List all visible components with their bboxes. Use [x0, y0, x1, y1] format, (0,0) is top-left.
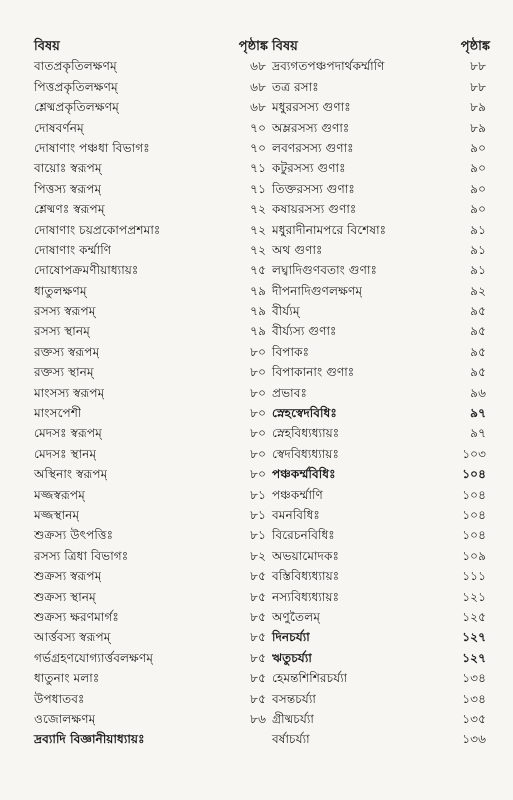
toc-entry [30, 303, 268, 323]
entry-title: স্বেদবিধ্যধ্যায়ঃ [272, 446, 339, 461]
entry-page-number: ৮০ [250, 467, 266, 482]
entry-title: মেদসঃ স্বরূপম্ [34, 426, 102, 441]
entry-title: দোষাণাং কর্ম্মাণি [34, 242, 112, 257]
entry-title: কটুরসস্য গুণাঃ [272, 161, 346, 176]
toc-column-right [268, 38, 490, 751]
toc-entry [30, 78, 268, 98]
entry-title: শুক্রস্য ক্ষরণমার্গঃ [34, 609, 119, 624]
entry-title: দোষাণাং চয়প্রকোপপ্রশমাঃ [34, 222, 161, 237]
entry-title: বসন্তচর্য্যা [272, 691, 316, 706]
entry-title: দোষাণাং পঞ্চধা বিভাগঃ [34, 140, 150, 155]
toc-entry [268, 282, 490, 302]
toc-entry [268, 527, 490, 547]
toc-entry [30, 731, 268, 751]
toc-entry [268, 58, 490, 78]
toc-entry [268, 405, 490, 425]
entry-title: রক্তস্য স্বরূপম্ [34, 344, 100, 359]
entry-title: বীর্য্যস্য গুণাঃ [272, 324, 337, 339]
entry-title: প্রভাবঃ [272, 385, 307, 400]
entry-page-number: ৮০ [250, 344, 266, 359]
entry-page-number: ৭১ [250, 161, 266, 176]
toc-entry [268, 547, 490, 567]
entry-page-number: ৯৭ [470, 426, 486, 441]
toc-entry [268, 201, 490, 221]
entry-title: তত্র রসাঃ [272, 79, 319, 94]
toc-entry [268, 180, 490, 200]
toc-entry [268, 384, 490, 404]
entry-page-number: ৯১ [470, 263, 486, 278]
entry-page-number: ৮৫ [250, 569, 266, 584]
entry-page-number: ৮১ [250, 507, 266, 522]
toc-list-right [268, 58, 490, 751]
toc-entry [30, 445, 268, 465]
entry-title: নস্যবিধ্যধ্যায়ঃ [272, 589, 340, 604]
entry-title: দ্রব্যাদি বিজ্ঞানীয়াধ্যায়ঃ [34, 732, 145, 747]
toc-entry [30, 609, 268, 629]
entry-page-number: ১০৪ [462, 507, 486, 522]
entry-page-number: ৭৯ [250, 304, 266, 319]
entry-title: মাংসপেশী [34, 406, 82, 421]
toc-entry [30, 384, 268, 404]
entry-page-number: ৭৯ [250, 283, 266, 298]
toc-entry [268, 466, 490, 486]
entry-title: রক্তস্য স্থানম্ [34, 365, 94, 380]
entry-page-number: ১২১ [462, 589, 486, 604]
page-heading: পৃষ্ঠাঙ্ক [238, 39, 268, 54]
entry-title: রসস্য স্থানম্ [34, 324, 90, 339]
entry-page-number: ৯৭ [470, 406, 486, 421]
entry-title: বিপাকানাং গুণাঃ [272, 365, 355, 380]
entry-title: পিত্তস্য স্বরূপম্ [34, 181, 102, 196]
toc-entry [30, 180, 268, 200]
entry-page-number: ৭২ [250, 222, 266, 237]
entry-title: পঞ্চকর্ম্মবিধিঃ [272, 467, 336, 482]
entry-page-number: ৮৮ [470, 79, 486, 94]
entry-page-number: ৮৫ [250, 691, 266, 706]
entry-title: মাংসস্য স্বরূপম্ [34, 385, 105, 400]
toc-entry [268, 731, 490, 751]
toc-entry [268, 364, 490, 384]
entry-page-number: ১৩৪ [462, 671, 486, 686]
entry-page-number: ১০৪ [462, 528, 486, 543]
entry-page-number: ৯১ [470, 222, 486, 237]
entry-page-number: ১৩৫ [462, 711, 486, 726]
entry-page-number: ১০৩ [462, 446, 486, 461]
toc-entry [268, 568, 490, 588]
entry-title: রসস্য ত্রিধা বিভাগঃ [34, 548, 129, 563]
toc-entry [30, 629, 268, 649]
toc-entry [268, 262, 490, 282]
toc-entry [268, 78, 490, 98]
entry-page-number: ৮০ [250, 446, 266, 461]
entry-page-number: ৮৬ [250, 711, 266, 726]
entry-page-number: ১৩৬ [462, 732, 486, 747]
toc-entry [30, 405, 268, 425]
entry-page-number: ৯১ [470, 242, 486, 257]
entry-page-number: ৮৯ [470, 100, 486, 115]
entry-page-number: ৯৬ [470, 385, 486, 400]
toc-entry [268, 425, 490, 445]
entry-title: বায়োঃ স্বরূপম্ [34, 161, 102, 176]
entry-page-number: ৮০ [250, 406, 266, 421]
entry-page-number: ৮০ [250, 426, 266, 441]
entry-title: লঘ্বাদিগুণবতাং গুণাঃ [272, 263, 378, 278]
entry-page-number: ৯৫ [470, 324, 486, 339]
entry-title: মধুররসস্য গুণাঃ [272, 100, 351, 115]
toc-entry [30, 486, 268, 506]
toc-entry [268, 99, 490, 119]
toc-entry [30, 262, 268, 282]
entry-title: হেমন্তশিশিরচর্য্যা [272, 671, 348, 686]
toc-entry [268, 486, 490, 506]
entry-title: দীপনাদিগুণলক্ষণম্ [272, 283, 363, 298]
toc-list-left [30, 58, 268, 751]
entry-title: আর্ত্তবস্য স্বরূপম্ [34, 630, 111, 645]
entry-page-number: ৬৮ [250, 79, 266, 94]
entry-page-number: ৭৫ [250, 263, 266, 278]
toc-entry [30, 323, 268, 343]
toc-entry [30, 527, 268, 547]
toc-entry [30, 99, 268, 119]
toc-entry [268, 445, 490, 465]
entry-title: ঋতুচর্য্যা [272, 650, 312, 665]
entry-page-number: ৮২ [250, 548, 266, 563]
entry-page-number: ৮৯ [470, 120, 486, 135]
toc-entry [268, 140, 490, 160]
entry-page-number: ১২৭ [462, 630, 486, 645]
entry-page-number: ৯৫ [470, 365, 486, 380]
entry-page-number: ৮১ [250, 528, 266, 543]
toc-entry [30, 588, 268, 608]
toc-entry [30, 364, 268, 384]
entry-page-number: ৭০ [250, 120, 266, 135]
entry-page-number: ১০৪ [462, 467, 486, 482]
entry-page-number: ৭২ [250, 242, 266, 257]
toc-entry [30, 711, 268, 731]
entry-title: অম্লরসস্য গুণাঃ [272, 120, 350, 135]
toc-entry [30, 568, 268, 588]
toc-entry [268, 609, 490, 629]
entry-page-number: ৯০ [470, 161, 486, 176]
toc-entry [30, 119, 268, 139]
entry-page-number: ৬৮ [250, 59, 266, 74]
toc-entry [268, 160, 490, 180]
entry-title: অথ গুণাঃ [272, 242, 323, 257]
toc-entry [268, 649, 490, 669]
entry-page-number: ৮৫ [250, 589, 266, 604]
entry-title: মধুরাদীনামপরে বিশেষাঃ [272, 222, 387, 237]
entry-title: শুক্রস্য স্বরূপম্ [34, 569, 102, 584]
entry-title: লবণরসস্য গুণাঃ [272, 140, 354, 155]
entry-title: দিনচর্য্যা [272, 630, 310, 645]
entry-page-number: ৮১ [250, 487, 266, 502]
entry-page-number: ৯৫ [470, 304, 486, 319]
entry-title: ধাতুলক্ষণম্ [34, 283, 87, 298]
toc-entry [30, 242, 268, 262]
subject-heading: বিষয় [34, 39, 60, 54]
entry-page-number: ৮০ [250, 365, 266, 380]
entry-page-number: ১২৭ [462, 650, 486, 665]
entry-title: কষায়রসস্য গুণাঃ [272, 202, 357, 217]
entry-title: অভয়ামোদকঃ [272, 548, 339, 563]
entry-title: রসস্য স্বরূপম্ [34, 304, 96, 319]
entry-title: বাতপ্রকৃতিলক্ষণম্ [34, 59, 117, 74]
entry-title: উপধাতবঃ [34, 691, 85, 706]
toc-entry [30, 547, 268, 567]
entry-page-number: ৯০ [470, 181, 486, 196]
entry-page-number: ৮৫ [250, 671, 266, 686]
column-header [268, 38, 490, 58]
entry-title: বমনবিধিঃ [272, 507, 320, 522]
toc-entry [268, 711, 490, 731]
entry-title: অস্থিনাং স্বরূপম্ [34, 467, 108, 482]
entry-title: বিপাকঃ [272, 344, 310, 359]
entry-title: ওজোলক্ষণম্ [34, 711, 96, 726]
subject-heading: বিষয় [272, 39, 298, 54]
toc-entry [30, 221, 268, 241]
entry-title: স্নেহস্বেদবিধিঃ [272, 406, 337, 421]
entry-title: মজ্জস্থানম্ [34, 507, 80, 522]
entry-title: বিরেচনবিধিঃ [272, 528, 335, 543]
entry-page-number: ১৩৪ [462, 691, 486, 706]
entry-page-number: ৭১ [250, 181, 266, 196]
entry-page-number: ৭২ [250, 202, 266, 217]
entry-page-number: ৬৮ [250, 100, 266, 115]
toc-entry [30, 140, 268, 160]
entry-page-number: ৯০ [470, 140, 486, 155]
entry-title: বীর্য্যম্ [272, 304, 300, 319]
entry-page-number: ১০৪ [462, 487, 486, 502]
toc-entry [268, 221, 490, 241]
entry-title: গর্ভগ্রহণযোগ্যার্ত্তবলক্ষণম্ [34, 650, 154, 665]
entry-title: শুক্রস্য উৎপত্তিঃ [34, 528, 114, 543]
toc-entry [268, 588, 490, 608]
entry-page-number: ৭০ [250, 140, 266, 155]
entry-title: দ্রব্যগতপঞ্চপদার্থকর্ম্মাণি [272, 59, 385, 74]
toc-entry [268, 690, 490, 710]
toc-entry [30, 690, 268, 710]
page-heading: পৃষ্ঠাঙ্ক [460, 39, 490, 54]
toc-entry [268, 119, 490, 139]
toc-entry [268, 303, 490, 323]
entry-page-number: ৮৫ [250, 650, 266, 665]
toc-entry [30, 58, 268, 78]
entry-title: গ্রীষ্মচর্য্যা [272, 711, 314, 726]
toc-entry [268, 242, 490, 262]
entry-title: শুক্রস্য স্থানম্ [34, 589, 96, 604]
toc-entry [30, 649, 268, 669]
entry-title: শ্লেষ্মপ্রকৃতিলক্ষণম্ [34, 100, 119, 115]
entry-page-number: ৮৫ [250, 609, 266, 624]
entry-page-number: ৯৫ [470, 344, 486, 359]
entry-page-number: ৯২ [470, 283, 486, 298]
toc-entry [30, 425, 268, 445]
entry-title: দোষবর্ণনম্ [34, 120, 84, 135]
entry-title: বর্ষাচর্য্যা [272, 732, 310, 747]
toc-entry [30, 160, 268, 180]
entry-title: অণুতৈলম্ [272, 609, 321, 624]
entry-page-number: ১২৫ [462, 609, 486, 624]
entry-title: দোষোপক্রমণীয়াধ্যায়ঃ [34, 263, 139, 278]
entry-page-number: ৮৫ [250, 630, 266, 645]
column-header [30, 38, 268, 58]
entry-title: স্নেহবিধ্যধ্যায়ঃ [272, 426, 340, 441]
toc-entry [268, 343, 490, 363]
entry-title: মজ্জস্বরূপম্ [34, 487, 85, 502]
toc-entry [30, 343, 268, 363]
entry-title: বস্তিবিধ্যধ্যায়ঃ [272, 569, 340, 584]
entry-title: মেদসঃ স্থানম্ [34, 446, 97, 461]
entry-title: পঞ্চকর্ম্মাণি [272, 487, 323, 502]
entry-page-number: ৮৮ [470, 59, 486, 74]
entry-title: শ্লেষ্মণঃ স্বরূপম্ [34, 202, 105, 217]
toc-entry [30, 201, 268, 221]
entry-title: ধাতুনাং মলাঃ [34, 671, 100, 686]
entry-page-number: ১১১ [462, 569, 486, 584]
entry-page-number: ১০৯ [462, 548, 486, 563]
toc-column-left [30, 38, 268, 751]
toc-entry [268, 629, 490, 649]
entry-title: তিক্তরসস্য গুণাঃ [272, 181, 355, 196]
entry-page-number: ৭৯ [250, 324, 266, 339]
toc-entry [30, 466, 268, 486]
toc-entry [30, 282, 268, 302]
entry-page-number: ৮০ [250, 385, 266, 400]
entry-page-number: ৯০ [470, 202, 486, 217]
toc-entry [268, 507, 490, 527]
toc-entry [268, 670, 490, 690]
toc-entry [30, 507, 268, 527]
toc-entry [268, 323, 490, 343]
entry-title: পিত্তপ্রকৃতিলক্ষণম্ [34, 79, 118, 94]
toc-entry [30, 670, 268, 690]
